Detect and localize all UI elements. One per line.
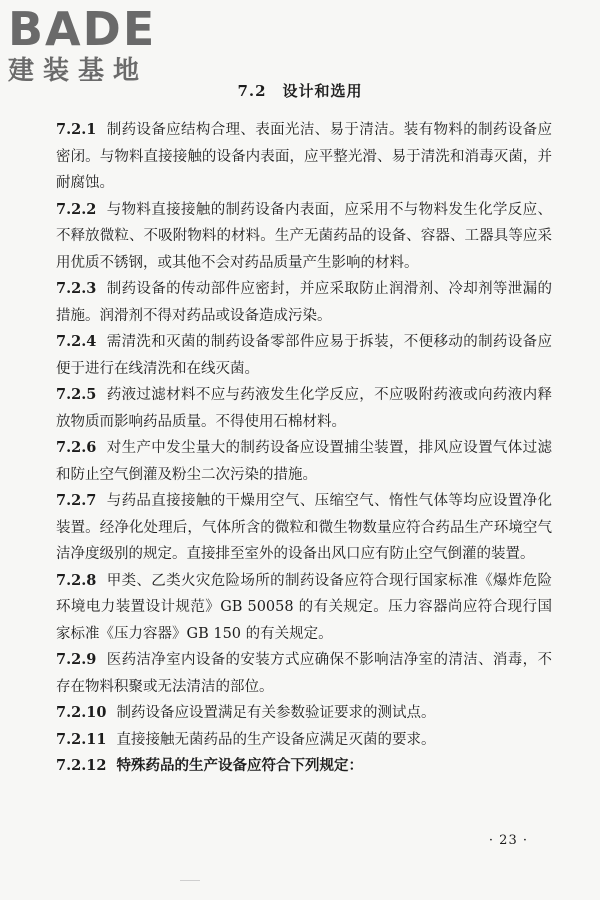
clause-7-2-2: [56, 197, 552, 277]
clause-7-2-3: [56, 276, 552, 329]
logo-subtitle: 建装基地: [8, 56, 149, 86]
clause-number: 7.2.10: [56, 704, 107, 721]
clause-number: 7.2.3: [56, 280, 97, 297]
clause-7-2-6: [56, 435, 552, 488]
bade-logo: [8, 2, 157, 86]
clause-list: [56, 117, 552, 780]
clause-number: 7.2.2: [56, 200, 97, 218]
clause-number: 7.2.1: [56, 121, 97, 138]
clause-text: 甲类、乙类火灾危险场所的制药设备应符合现行国家标准《爆炸危险环境电力装置设计规范》GB 50058 的有关规定。压力容器尚应符合现行国家标准《压力容器》GB 150 的有关规定。: [56, 572, 552, 642]
clause-7-2-1: [56, 117, 552, 197]
clause-number: 7.2.8: [56, 571, 97, 589]
clause-7-2-9: [56, 647, 552, 700]
clause-number: 7.2.11: [56, 730, 107, 748]
page-number: · 23 ·: [488, 833, 528, 848]
section-heading: [0, 80, 600, 101]
clause-7-2-10: [56, 700, 552, 727]
clause-7-2-11: [56, 727, 552, 754]
clause-7-2-8: [56, 568, 552, 648]
clause-number: 7.2.6: [56, 439, 97, 456]
clause-text: 药液过滤材料不应与药液发生化学反应，不应吸附药液或向药液内释放物质而影响药品质量。不得使用石棉材料。: [56, 387, 552, 430]
clause-text: 制药设备应设置满足有关参数验证要求的测试点。: [116, 705, 436, 721]
clause-text: 特殊药品的生产设备应符合下列规定：: [116, 757, 363, 774]
clause-text: 与药品直接接触的干燥用空气、压缩空气、惰性气体等均应设置净化装置。经净化处理后，气体所含的微粒和微生物数量应符合药品生产环境空气洁净度级别的规定。直接排至室外的设备出风口应有防止空气倒灌的装置。: [56, 493, 552, 562]
clause-number: 7.2.7: [56, 492, 97, 509]
clause-text: 医药洁净室内设备的安装方式应确保不影响洁净室的清洁、消毒，不存在物料积聚或无法清洁的部位。: [56, 652, 552, 695]
clause-number: 7.2.4: [56, 333, 97, 350]
clause-text: 制药设备的传动部件应密封，并应采取防止润滑剂、冷却剂等泄漏的措施。润滑剂不得对药品或设备造成污染。: [56, 281, 552, 324]
clause-7-2-4: [56, 329, 552, 382]
clause-text: 对生产中发尘量大的制药设备应设置捕尘装置，排风应设置气体过滤和防止空气倒灌及粉尘二次污染的措施。: [56, 440, 552, 483]
clause-text: 需清洗和灭菌的制药设备零部件应易于拆装，不便移动的制药设备应便于进行在线清洗和在线灭菌。: [56, 334, 552, 377]
clause-7-2-5: [56, 382, 552, 435]
clause-7-2-12: [56, 753, 552, 780]
section-title-text: 设计和选用: [282, 82, 363, 100]
clause-number: 7.2.9: [56, 651, 97, 668]
clause-text: 与物料直接接触的制药设备内表面，应采用不与物料发生化学反应、不释放微粒、不吸附物料的材料。生产无菌药品的设备、容器、工器具等应采用优质不锈钢，或其他不会对药品质量产生影响的材料。: [56, 201, 552, 271]
clause-text: 直接接触无菌药品的生产设备应满足灭菌的要求。: [116, 731, 436, 748]
clause-7-2-7: [56, 488, 552, 568]
section-number: 7.2: [237, 82, 267, 100]
scan-mark: [180, 880, 200, 881]
logo-wordmark: BADE: [8, 2, 157, 56]
clause-number: 7.2.5: [56, 386, 97, 403]
clause-text: 制药设备应结构合理、表面光洁、易于清洁。装有物料的制药设备应密闭。与物料直接接触的设备内表面，应平整光滑、易于清洗和消毒灭菌，并耐腐蚀。: [56, 122, 552, 191]
clause-number: 7.2.12: [56, 757, 107, 774]
